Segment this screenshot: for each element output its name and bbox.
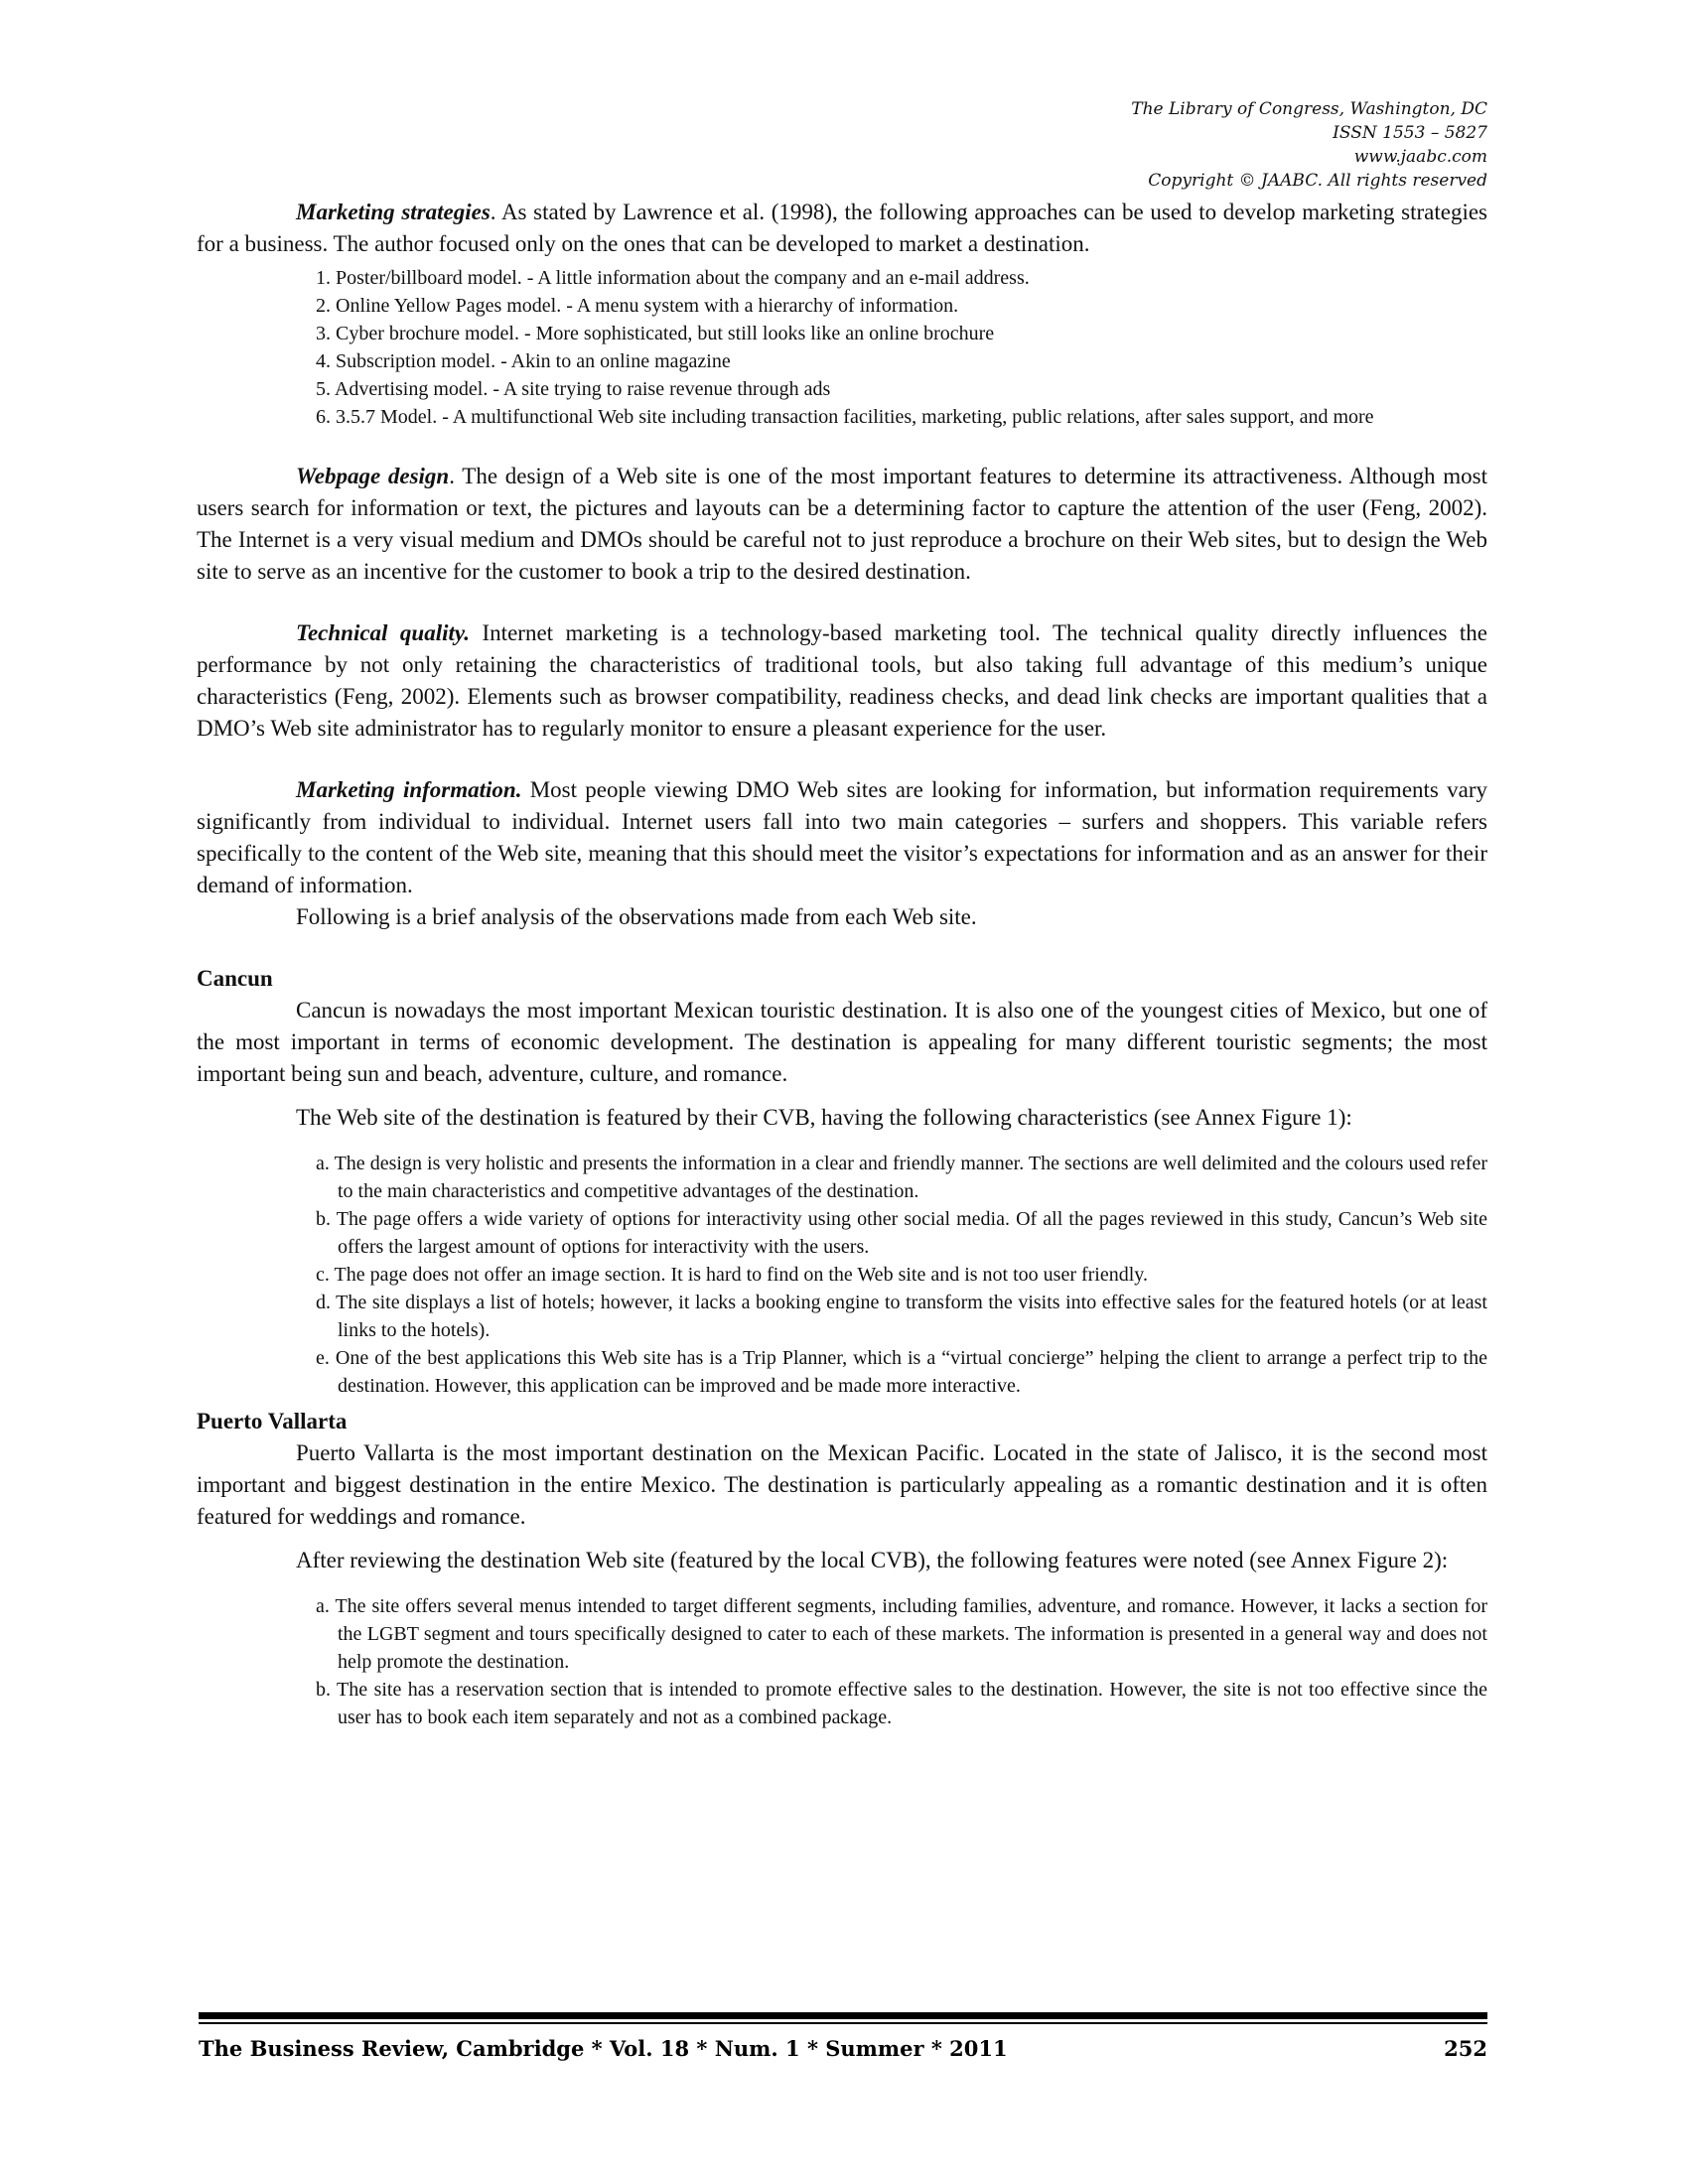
strategy-list — [197, 264, 1487, 431]
paragraph-technical-quality — [197, 617, 1487, 745]
footer-journal: The Business Review, Cambridge * Vol. 18 * Num. 1 * Summer * 2011 — [199, 2036, 1008, 2061]
footer-row — [199, 2036, 1487, 2061]
list-item: e. One of the best applications this Web site has is a Trip Planner, which is a “virtual concierge” helping the client to arrange a perfect trip to the destination. However, this application can be improved and be made more interactive. — [316, 1347, 1487, 1397]
list-item: 3. Cyber brochure model. - More sophisticated, but still looks like an online brochure — [316, 323, 995, 344]
paragraph-webpage-design — [197, 461, 1487, 588]
lead-technical-quality: Technical quality. — [296, 620, 471, 645]
lead-marketing-strategies: Marketing strategies — [296, 200, 491, 224]
header-library: The Library of Congress, Washington, DC — [1131, 99, 1487, 119]
paragraph-cancun-website: The Web site of the destination is featured by their CVB, having the following characteristics (see Annex Figure 1): — [296, 1105, 1352, 1130]
text-technical-quality: Internet marketing is a technology-based marketing tool. The technical quality directly influences the performance by not only retaining the characteristics of traditional tools, but also taking full advantage of this medium’s unique characteristics (Feng, 2002). Elements such as browser compatibility, readiness checks, and dead link checks are important qualities that a DMO’s Web site administrator has to regularly monitor to ensure a pleasant experience for the user. — [197, 620, 1488, 741]
running-header — [197, 97, 1487, 193]
spacer — [197, 1090, 1487, 1102]
spacer — [197, 1533, 1487, 1545]
spacer — [197, 431, 1487, 461]
list-item: 5. Advertising model. - A site trying to raise revenue through ads — [316, 378, 831, 400]
list-item: 6. 3.5.7 Model. - A multifunctional Web site including transaction facilities, marketing, public relations, after sales support, and more — [316, 406, 1374, 428]
list-item: b. The site has a reservation section that is intended to promote effective sales to the destination. However, the site is not too effective since the user has to book each item separately and not as a combined package. — [316, 1679, 1487, 1728]
footer-rule-thin — [199, 2022, 1487, 2024]
lead-webpage-design: Webpage design — [296, 464, 450, 488]
list-item: 4. Subscription model. - Akin to an online magazine — [316, 350, 731, 372]
text-marketing-strategies: . As stated by Lawrence et al. (1998), the following approaches can be used to develop marketing strategies for a business. The author focused only on the ones that can be developed to market a destination. — [197, 200, 1487, 256]
paragraph-puerto-vallarta-website: After reviewing the destination Web site (featured by the local CVB), the following features were noted (see Annex Figure 2): — [296, 1548, 1449, 1572]
puerto-vallarta-observations — [197, 1592, 1487, 1731]
list-item: d. The site displays a list of hotels; however, it lacks a booking engine to transform the visits into effective sales for the featured hotels (or at least links to the hotels). — [316, 1292, 1487, 1341]
paragraph-following: Following is a brief analysis of the observations made from each Web site. — [296, 904, 977, 929]
list-item: 2. Online Yellow Pages model. - A menu system with a hierarchy of information. — [316, 295, 959, 317]
text-marketing-information: Most people viewing DMO Web sites are looking for information, but information requirements vary significantly from individual to individual. Internet users fall into two main categories – surfers and shoppers. This variable refers specifically to the content of the Web site, meaning that this should meet the visitor’s expectations for information and as an answer for their demand of information. — [197, 777, 1487, 897]
paragraph-marketing-strategies — [197, 197, 1487, 260]
paragraph-puerto-vallarta-intro: Puerto Vallarta is the most important destination on the Mexican Pacific. Located in the state of Jalisco, it is the second most important and biggest destination in the entire Mexico. The destination is particularly appealing as a romantic destination and it is often featured for weddings and romance. — [197, 1440, 1487, 1529]
spacer — [197, 933, 1487, 963]
list-item: a. The site offers several menus intended to target different segments, including families, adventure, and romance. However, it lacks a section for the LGBT segment and tours specifically designed to cater to each of these markets. The information is presented in a general way and does not help promote the destination. — [316, 1595, 1487, 1673]
cancun-observations — [197, 1150, 1487, 1400]
list-item: c. The page does not offer an image section. It is hard to find on the Web site and is not too user friendly. — [316, 1264, 1148, 1286]
header-website[interactable]: www.jaabc.com — [1353, 147, 1487, 167]
section-heading-puerto-vallarta: Puerto Vallarta — [197, 1409, 348, 1433]
page-number: 252 — [1444, 2036, 1487, 2061]
spacer — [197, 588, 1487, 617]
list-item: b. The page offers a wide variety of options for interactivity using other social media. Of all the pages reviewed in this study, Cancun’s Web site offers the largest amount of options for interactivity with the users. — [316, 1208, 1487, 1258]
page-footer — [199, 2012, 1487, 2061]
lead-marketing-information: Marketing information. — [296, 777, 522, 802]
spacer — [197, 745, 1487, 774]
paragraph-marketing-information — [197, 774, 1487, 901]
text-webpage-design: . The design of a Web site is one of the most important features to determine its attractiveness. Although most users search for information or text, the pictures and layouts can be a determining factor to capture the attention of the user (Feng, 2002). The Internet is a very visual medium and DMOs should be careful not to just reproduce a brochure on their Web sites, but to design the Web site to serve as an incentive for the customer to book a trip to the desired destination. — [197, 464, 1487, 584]
header-issn: ISSN 1553 – 5827 — [1333, 123, 1487, 143]
spacer — [197, 1576, 1487, 1588]
spacer — [197, 1134, 1487, 1146]
section-heading-cancun: Cancun — [197, 966, 273, 991]
list-item: 1. Poster/billboard model. - A little information about the company and an e-mail address. — [316, 267, 1030, 289]
page — [197, 97, 1487, 1731]
footer-rule-thick — [199, 2012, 1487, 2019]
paragraph-cancun-intro: Cancun is nowadays the most important Mexican touristic destination. It is also one of the youngest cities of Mexico, but one of the most important in terms of economic development. The destination is appealing for many different touristic segments; the most important being sun and beach, adventure, culture, and romance. — [197, 998, 1487, 1086]
list-item: a. The design is very holistic and presents the information in a clear and friendly manner. The sections are well delimited and the colours used refer to the main characteristics and competitive advantages of the destination. — [316, 1153, 1487, 1202]
header-copyright: Copyright © JAABC. All rights reserved — [1148, 171, 1487, 191]
